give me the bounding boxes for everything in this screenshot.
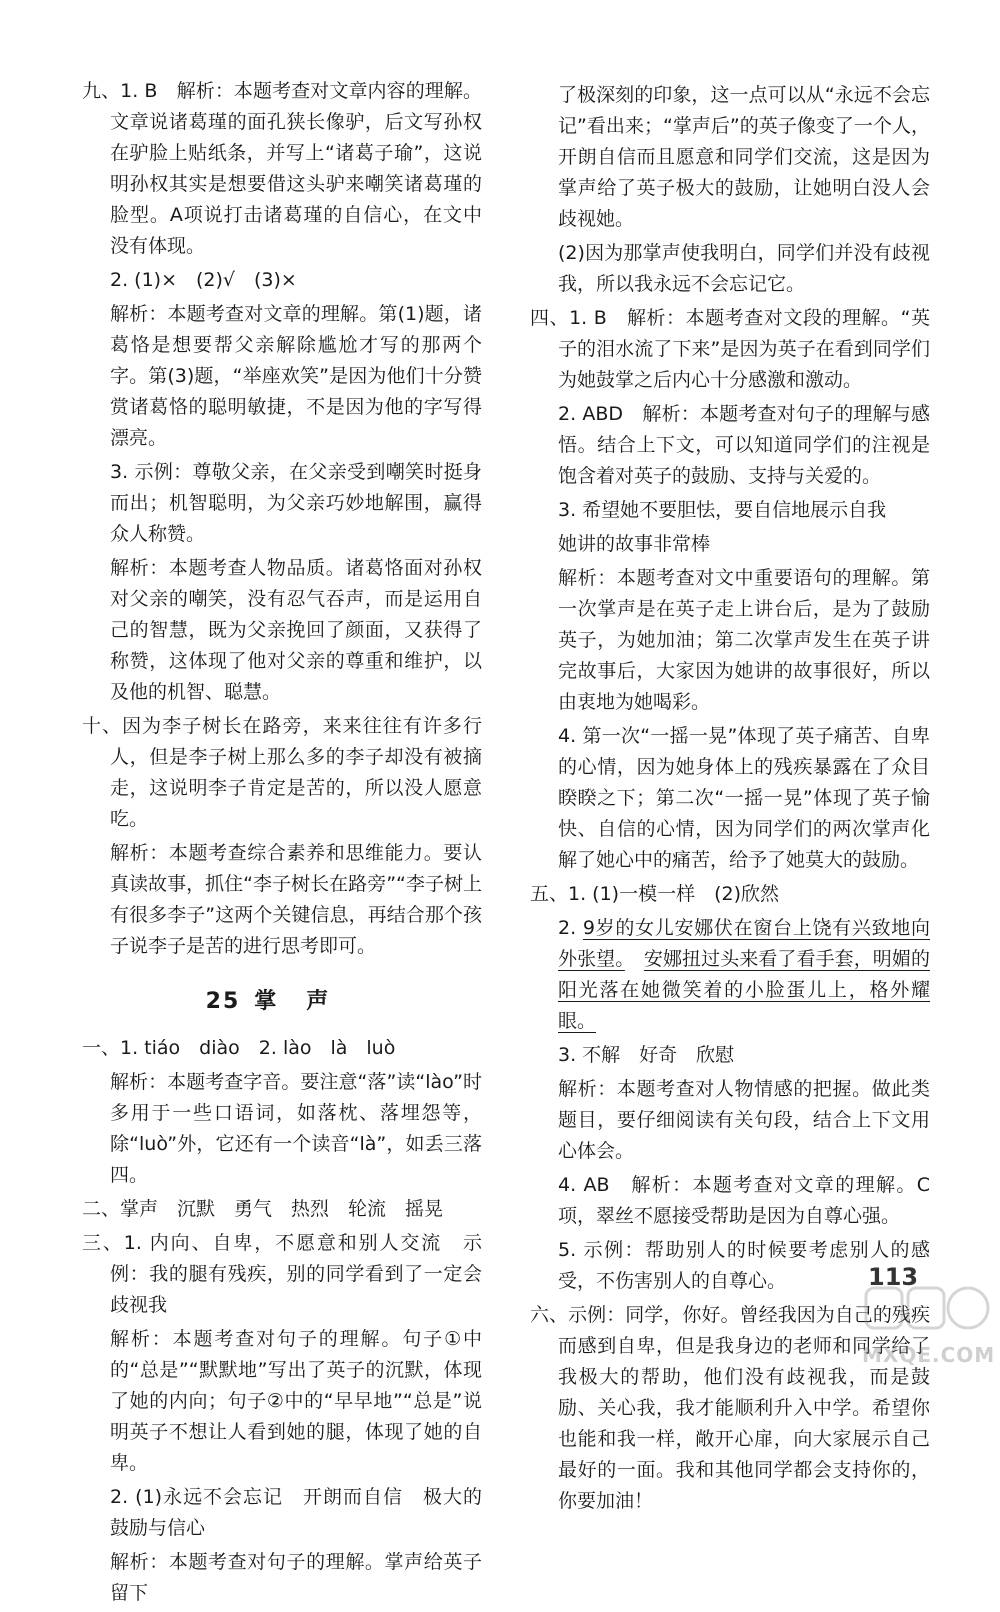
answer-4-1: 四、1. B 解析：本题考查对文段的理解。“英子的泪水流了下来”是因为英子在看到同学们为她鼓掌之后内心十分感激和激动。 [530, 307, 930, 391]
answer-1-1: 一、1. tiáo diào 2. lào là luò [82, 1037, 396, 1059]
analysis-9-3: 解析：本题考查人物品质。诸葛恪面对孙权对父亲的嘲笑，没有忍气吞声，而是运用自己的智慧，既为父亲挽回了颜面，又获得了称赞，这体现了他对父亲的尊重和维护，以及他的机智、聪慧。 [110, 557, 482, 703]
answer-4-3: 3. 希望她不要胆怯，要自信地展示自我 [558, 499, 887, 521]
answer-5-2 [530, 913, 930, 1037]
answer-4-2: 2. ABD 解析：本题考查对句子的理解与感悟。结合上下文，可以知道同学们的注视是饱含着对英子的鼓励、支持与关爱的。 [558, 403, 930, 487]
answer-3-2-part2: (2)因为那掌声使我明白，同学们并没有歧视我，所以我永远不会忘记它。 [558, 242, 930, 295]
answer-5-2-prefix: 2. [558, 917, 583, 939]
answer-4-4: 4. 第一次“一摇一晃”体现了英子痛苦、自卑的心情，因为她身体上的残疾暴露在了众目睽睽之下；第二次“一摇一晃”体现了英子愉快、自信的心情，因为同学们的两次掌声化解了她心中的痛苦，给予了她莫大的鼓励。 [558, 725, 930, 871]
section-heading [82, 986, 482, 1017]
answer-6: 六、示例：同学，你好。曾经我因为自己的残疾而感到自卑，但是我身边的老师和同学给了我极大的帮助，他们没有歧视我，而是鼓励、关心我，我才能顺利升入中学。希望你也能和我一样，敞开心扉，向大家展示自己最好的一面。我和其他同学都会支持你的，你要加油！ [530, 1304, 930, 1512]
gap [625, 948, 644, 970]
underlined-sentence-2: 安娜扭过头来看了看手套，明媚的阳光落在她微笑着的小脸蛋儿上，格外耀眼。 [558, 948, 930, 1032]
analysis-10: 解析：本题考查综合素养和思维能力。要认真读故事，抓住“李子树长在路旁”“李子树上有很多李子”这两个关键信息，再结合那个孩子说李子是苦的进行思考即可。 [110, 842, 482, 957]
analysis-5-3: 解析：本题考查对人物情感的把握。做此类题目，要仔细阅读有关句段，结合上下文用心体会。 [558, 1078, 930, 1162]
analysis-3-2: 解析：本题考查对句子的理解。掌声给英子留下 [110, 1551, 482, 1604]
answer-9-1: 九、1. B 解析：本题考查对文章内容的理解。文章说诸葛瑾的面孔狭长像驴，后文写孙权在驴脸上贴纸条，并写上“诸葛子瑜”，这说明孙权其实是想要借这头驴来嘲笑诸葛瑾的脸型。A项说打击诸葛瑾的自信心，在文中没有体现。 [82, 80, 482, 257]
answer-9-2: 2. (1)× (2)√ (3)× [110, 269, 297, 291]
answer-5-1: 五、1. (1)一模一样 (2)欣然 [530, 883, 779, 905]
watermark-icon [862, 1282, 992, 1342]
analysis-3-1: 解析：本题考查对句子的理解。句子①中的“总是”“默默地”写出了英子的沉默，体现了她的内向；句子②中的“早早地”“总是”说明英子不想让人看到她的腿，体现了她的自卑。 [110, 1328, 482, 1474]
underlined-sentence-1: 9岁的女儿安娜伏在窗台上饶有兴致地向外张望。 [558, 917, 930, 970]
answer-4-3-second: 她讲的故事非常棒 [558, 533, 711, 555]
answer-5-5: 5. 示例：帮助别人的时候要考虑别人的感受，不伤害别人的自尊心。 [558, 1239, 930, 1292]
analysis-3-2-continued: 了极深刻的印象，这一点可以从“永远不会忘记”看出来；“掌声后”的英子像变了一个人，开朗自信而且愿意和同学们交流，这是因为掌声给了英子极大的鼓励，让她明白没人会歧视她。 [558, 84, 930, 230]
analysis-1-1: 解析：本题考查字音。要注意“落”读“lào”时多用于一些口语词，如落枕、落埋怨等，除“luò”外，它还有一个读音“là”，如丢三落四。 [110, 1071, 482, 1186]
section-number: 25 [205, 989, 241, 1014]
answer-9-3: 3. 示例：尊敬父亲，在父亲受到嘲笑时挺身而出；机智聪明，为父亲巧妙地解围，赢得众人称赞。 [110, 461, 482, 545]
answer-2: 二、掌声 沉默 勇气 热烈 轮流 摇晃 [82, 1198, 444, 1220]
answer-5-3: 3. 不解 好奇 欣慰 [558, 1044, 735, 1066]
section-title: 掌声 [254, 989, 359, 1014]
analysis-4-3: 解析：本题考查对文中重要语句的理解。第一次掌声是在英子走上讲台后，是为了鼓励英子，为她加油；第二次掌声发生在英子讲完故事后，大家因为她讲的故事很好，所以由衷地为她喝彩。 [558, 567, 930, 713]
answer-3-2: 2. (1)永远不会忘记 开朗而自信 极大的鼓励与信心 [110, 1486, 482, 1539]
watermark-text: MXQE.COM [862, 1343, 996, 1367]
page-number: 113 [868, 1263, 919, 1291]
watermark-logo [862, 1282, 996, 1378]
answer-3-1: 三、1. 内向、自卑，不愿意和别人交流 示例：我的腿有残疾，别的同学看到了一定会歧视我 [82, 1232, 482, 1316]
left-column [82, 76, 482, 1612]
analysis-9-2: 解析：本题考查对文章的理解。第(1)题，诸葛恪是想要帮父亲解除尴尬才写的那两个字。第(3)题，“举座欢笑”是因为他们十分赞赏诸葛恪的聪明敏捷，不是因为他的字写得漂亮。 [110, 303, 482, 449]
answer-5-4: 4. AB 解析：本题考查对文章的理解。C项，翠丝不愿接受帮助是因为自尊心强。 [558, 1174, 930, 1227]
answer-10: 十、因为李子树长在路旁，来来往往有许多行人，但是李子树上那么多的李子却没有被摘走，这说明李子肯定是苦的，所以没人愿意吃。 [82, 715, 482, 830]
